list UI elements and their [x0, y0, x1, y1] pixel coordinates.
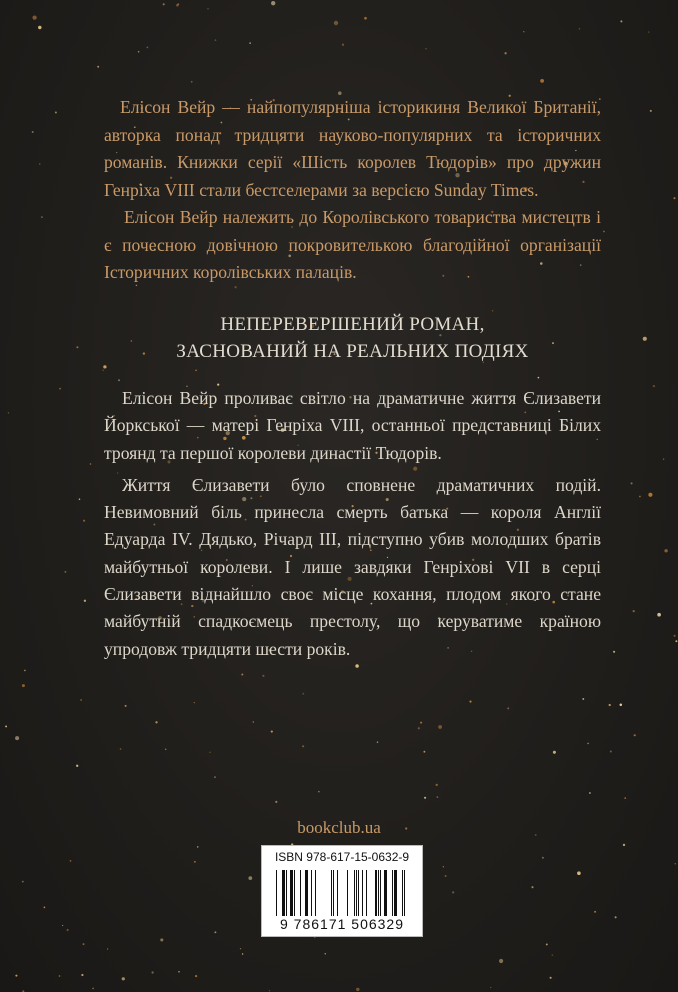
author-bio: [104, 94, 601, 287]
star: [364, 17, 367, 20]
star: [249, 42, 250, 43]
star: [165, 749, 167, 751]
star: [102, 369, 104, 371]
star: [639, 496, 641, 498]
star: [445, 875, 447, 877]
star: [214, 776, 215, 777]
star: [240, 948, 241, 949]
star: [424, 797, 426, 799]
star: [523, 31, 524, 32]
star: [191, 81, 193, 83]
barcode-bar: [333, 870, 334, 916]
star: [155, 721, 157, 723]
star: [248, 876, 252, 880]
star: [79, 498, 81, 500]
star: [615, 916, 617, 918]
barcode-bar: [294, 870, 295, 916]
star: [92, 988, 94, 990]
barcode-bar: [311, 870, 312, 916]
star: [550, 977, 552, 979]
star: [663, 458, 664, 459]
star: [194, 861, 196, 863]
star: [209, 752, 210, 753]
star: [271, 1, 275, 5]
star: [70, 860, 72, 862]
star: [138, 51, 140, 53]
star: [22, 684, 25, 687]
star: [648, 31, 649, 32]
star: [147, 47, 149, 49]
star: [269, 990, 270, 991]
star: [24, 670, 25, 671]
star: [624, 797, 626, 799]
star: [531, 886, 533, 888]
barcode-bar: [404, 870, 405, 916]
star: [609, 704, 611, 706]
barcode-bar: [315, 870, 316, 916]
star: [673, 197, 675, 199]
star: [62, 925, 63, 926]
star: [540, 79, 544, 83]
star: [80, 699, 82, 701]
star: [67, 929, 69, 931]
star: [44, 907, 46, 909]
author-bio-paragraph: Елісон Вейр належить до Королівського товариства мистецтв і є почесною довічною покровителькою благодійної організації Історичних королівських палаців.: [104, 207, 601, 282]
star: [275, 801, 277, 803]
star: [634, 734, 636, 736]
star: [552, 954, 554, 956]
star: [241, 673, 243, 675]
barcode-bar: [358, 870, 359, 916]
star: [553, 751, 556, 754]
barcode-bar: [290, 870, 293, 916]
headline: [104, 311, 601, 365]
star: [613, 651, 615, 653]
star: [103, 365, 106, 368]
star: [420, 722, 422, 724]
star: [425, 48, 426, 49]
barcode-bar: [286, 870, 287, 916]
star: [197, 846, 199, 848]
star: [90, 463, 92, 465]
barcode-bar: [394, 870, 397, 916]
star: [490, 987, 491, 988]
star: [631, 482, 633, 484]
star: [437, 796, 439, 798]
barcode-bar: [331, 870, 332, 916]
star: [674, 635, 676, 637]
star: [107, 948, 108, 949]
star: [122, 977, 125, 980]
barcode-bar: [392, 870, 393, 916]
star: [207, 8, 208, 9]
barcode-bar: [380, 870, 381, 916]
barcode-bar: [305, 870, 308, 916]
star: [38, 26, 41, 29]
star: [83, 943, 85, 945]
star: [577, 871, 581, 875]
star: [633, 610, 635, 612]
star: [334, 21, 338, 25]
star: [271, 731, 273, 733]
star: [438, 725, 442, 729]
star: [81, 974, 83, 976]
barcode-bar: [375, 870, 377, 916]
star: [418, 727, 420, 729]
star: [324, 953, 326, 955]
star: [215, 39, 217, 41]
star: [355, 664, 359, 668]
star: [587, 743, 589, 745]
star: [262, 675, 264, 677]
barcode: [261, 845, 423, 937]
star: [302, 693, 304, 695]
star: [377, 741, 379, 743]
barcode-bar: [354, 870, 355, 916]
star: [151, 971, 153, 973]
star: [356, 988, 359, 991]
star: [423, 751, 425, 753]
star: [214, 931, 216, 933]
headline-line: НЕПЕРЕВЕРШЕНИЙ РОМАН,: [220, 314, 485, 335]
star: [83, 520, 85, 522]
star: [318, 791, 319, 792]
star: [623, 844, 625, 846]
star: [582, 698, 584, 700]
star: [97, 66, 99, 68]
star: [675, 863, 676, 864]
description-paragraph: Елісон Вейр проливає світло на драматичне життя Єлизавети Йоркської — матері Генріха VIII, останньої представниці Білих троянд та першої королеви династії Тюдорів.: [104, 388, 601, 463]
star: [664, 549, 667, 552]
barcode-bar: [347, 870, 348, 916]
barcode-bar: [300, 870, 301, 916]
barcode-bar: [378, 870, 379, 916]
star: [32, 15, 36, 19]
star: [342, 44, 344, 46]
star: [120, 748, 122, 750]
star: [163, 3, 165, 5]
barcode-bar: [384, 870, 387, 916]
star: [76, 346, 78, 348]
star: [436, 784, 438, 786]
star: [22, 881, 24, 883]
star: [657, 613, 661, 617]
star: [643, 337, 647, 341]
star: [653, 385, 655, 387]
description-paragraph: Життя Єлизавети було сповнене драматичних подій. Невимовний біль принесла смерть батька — короля Англії Едуарда IV. Дядько, Річард III, підступно убив молодших братів майбутньої королеви. І лише завдяки Генріхові VII в серці Єлизавети віднайшло своє місце кохання, плодом якого стане майбутній спадкоємець престолу, що керуватиме країною упродовж тридцяти шести років.: [104, 474, 601, 659]
star: [176, 4, 179, 7]
star: [125, 705, 127, 707]
barcode-bar: [282, 870, 285, 916]
star: [76, 765, 78, 767]
star: [302, 745, 304, 747]
star: [195, 975, 197, 977]
publisher-website: bookclub.ua: [297, 818, 381, 837]
barcode-bar: [276, 870, 277, 916]
star: [620, 20, 622, 22]
barcode-bar: [337, 870, 338, 916]
star: [64, 571, 66, 573]
book-description: [104, 385, 601, 663]
star: [41, 216, 43, 218]
author-bio-paragraph: Елісон Вейр — найпопулярніша історикиня Великої Британії, авторка понад тридцяти науково-популярних та історичних романів. Книжки серії «Шість королев Тюдорів» про дружин Генріха VIII стали бестселерами за версією Sunday Times.: [104, 97, 601, 200]
star: [499, 959, 503, 963]
star: [469, 701, 471, 703]
star: [15, 975, 17, 977]
star: [160, 938, 163, 941]
star: [675, 640, 677, 642]
star: [118, 379, 120, 381]
star: [650, 110, 652, 112]
star: [194, 702, 195, 703]
isbn-label: ISBN 978-617-15-0632-9: [274, 850, 410, 864]
barcode-digits: 9 786171 506329: [280, 916, 404, 932]
star: [504, 52, 506, 54]
star: [579, 28, 581, 30]
star: [603, 231, 605, 233]
star: [15, 736, 19, 740]
barcode-bar: [356, 870, 357, 916]
barcode-bars: [276, 870, 408, 918]
star: [59, 388, 61, 390]
star: [242, 953, 243, 954]
star: [55, 112, 57, 114]
star: [39, 163, 40, 164]
headline-line: ЗАСНОВАНИЙ НА РЕАЛЬНИХ ПОДІЯХ: [176, 341, 529, 362]
star: [178, 971, 180, 973]
star: [452, 891, 454, 893]
star: [542, 857, 544, 859]
star: [538, 377, 540, 379]
star: [253, 721, 254, 722]
star: [5, 725, 7, 727]
star: [443, 866, 444, 867]
star: [648, 493, 652, 497]
star: [594, 911, 596, 913]
star: [8, 412, 9, 413]
star: [84, 600, 86, 602]
star: [546, 943, 548, 945]
star: [507, 707, 509, 709]
star: [620, 703, 623, 706]
star: [610, 751, 612, 753]
barcode-bar: [402, 870, 403, 916]
barcode-bar: [366, 870, 367, 916]
star: [589, 792, 591, 794]
star: [195, 369, 197, 371]
star: [59, 975, 61, 977]
barcode-bar: [362, 870, 363, 916]
star: [32, 131, 34, 133]
